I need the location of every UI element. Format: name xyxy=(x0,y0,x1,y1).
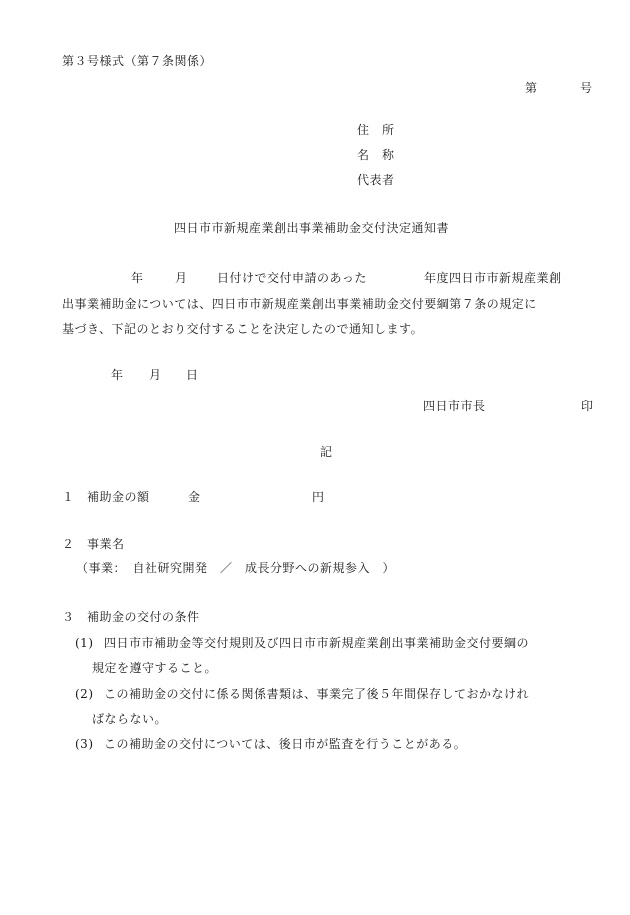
item1-number: １ xyxy=(62,490,75,504)
item1-kin: 金 xyxy=(188,490,201,504)
date-day-unit: 日 xyxy=(186,368,199,382)
item1-yen: 円 xyxy=(312,490,325,504)
item2-detail: （事業： 自社研究開発 ／ 成長分野への新規参入 ） xyxy=(76,561,396,575)
item2-label: 事業名 xyxy=(87,537,125,551)
condition1-number: (1) xyxy=(75,636,94,650)
item3-number: ３ xyxy=(62,610,75,624)
condition2-number: (2) xyxy=(75,687,94,701)
item1-label: 補助金の額 xyxy=(87,490,150,504)
document-title: 四日市市新規産業創出事業補助金交付決定通知書 xyxy=(174,221,450,235)
body-line1-middle: 日付けで交付申請のあった xyxy=(217,271,367,285)
doc-number-prefix: 第 xyxy=(525,81,538,95)
representative-label: 代表者 xyxy=(357,173,395,187)
condition3-number: (3) xyxy=(75,737,94,751)
issuer-title: 四日市市長 xyxy=(423,399,486,413)
body-year-unit: 年 xyxy=(131,271,144,285)
date-month-unit: 月 xyxy=(149,368,162,382)
item3-label: 補助金の交付の条件 xyxy=(87,610,200,624)
ki-heading: 記 xyxy=(320,445,333,459)
body-line2: 出事業補助金については、四日市市新規産業創出事業補助金交付要綱第７条の規定に xyxy=(62,297,537,311)
condition3-line1: この補助金の交付については、後日市が監査を行うことがある。 xyxy=(104,737,467,751)
item2-number: ２ xyxy=(62,537,75,551)
doc-number-suffix: 号 xyxy=(580,81,593,95)
body-month-unit: 月 xyxy=(175,271,188,285)
condition1-line2: 規定を遵守すること。 xyxy=(92,661,218,675)
condition2-line1: この補助金の交付に係る関係書類は、事業完了後５年間保存しておかなけれ xyxy=(104,687,530,701)
date-year-unit: 年 xyxy=(111,368,124,382)
condition1-line1: 四日市市補助金等交付規則及び四日市市新規産業創出事業補助金交付要綱の xyxy=(104,636,530,650)
body-line1-tail: 年度四日市市新規産業創 xyxy=(424,271,562,285)
seal-mark: 印 xyxy=(581,399,594,413)
form-label: 第３号様式（第７条関係） xyxy=(62,54,213,68)
address-label: 住 所 xyxy=(357,123,395,137)
condition2-line2: ばならない。 xyxy=(92,712,168,726)
body-line3: 基づき、下記のとおり交付することを決定したので通知します。 xyxy=(62,322,424,336)
name-label: 名 称 xyxy=(357,148,395,162)
